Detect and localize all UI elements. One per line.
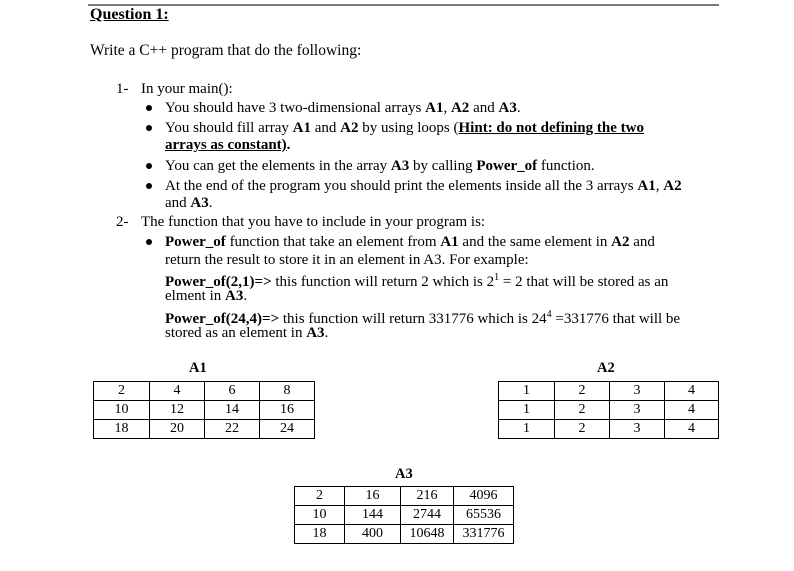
table-cell: 3 — [610, 382, 665, 401]
example1-line1: Power_of(2,1)=> this function will return 2 which is $2^1 = 2$ that will be stored as an — [165, 272, 669, 290]
table-cell: 3 — [610, 420, 665, 439]
table-cell: 24 — [260, 420, 315, 439]
section2-number: 2- — [116, 214, 129, 230]
bullet2-text-line1: You should fill array A1 and A2 by using loops (Hint: do not defining the two — [165, 120, 644, 136]
table-cell: 4 — [665, 420, 719, 439]
example2-line1: Power_of(24,4)=> this function will return 331776 which is $24^4 =331776$ that will be — [165, 309, 681, 327]
table-row — [499, 401, 719, 420]
bullet4-text-line2: and A3. — [165, 195, 213, 211]
table-cell: 2744 — [401, 506, 454, 525]
table-cell: 22 — [205, 420, 260, 439]
bullet-icon — [146, 125, 152, 131]
intro-text: Write a C++ program that do the following: — [90, 42, 362, 59]
top-rule — [88, 4, 719, 6]
table-cell: 14 — [205, 401, 260, 420]
table-a3-label: A3 — [395, 466, 413, 482]
table-cell: 12 — [150, 401, 205, 420]
table-row — [94, 401, 315, 420]
table-row — [94, 420, 315, 439]
table-cell: 4096 — [454, 487, 514, 506]
table-cell: 400 — [345, 525, 401, 544]
table-a1-label: A1 — [189, 360, 207, 376]
table-a2-label: A2 — [597, 360, 615, 376]
bullet-icon — [146, 163, 152, 169]
table-cell: 2 — [555, 382, 610, 401]
table-cell: 4 — [665, 382, 719, 401]
section1-number: 1- — [116, 81, 129, 97]
bullet-icon — [146, 105, 152, 111]
question-title: Question 1: — [90, 6, 169, 23]
table-cell: 1 — [499, 382, 555, 401]
table-cell: 65536 — [454, 506, 514, 525]
table-cell: 1 — [499, 420, 555, 439]
table-cell: 10648 — [401, 525, 454, 544]
table-cell: 3 — [610, 401, 665, 420]
table-a1 — [93, 381, 315, 439]
table-cell: 10 — [295, 506, 345, 525]
table-cell: 4 — [150, 382, 205, 401]
bullet1-text: You should have 3 two-dimensional arrays A1, A2 and A3. — [165, 100, 521, 116]
section1-text: In your main(): — [141, 81, 233, 97]
section2-bullet-line2: return the result to store it in an element in A3. For example: — [165, 252, 529, 268]
table-cell: 18 — [295, 525, 345, 544]
example2-line2: stored as an element in A3. — [165, 325, 329, 341]
table-cell: 1 — [499, 401, 555, 420]
table-cell: 2 — [94, 382, 150, 401]
table-cell: 4 — [665, 401, 719, 420]
bullet4-text-line1: At the end of the program you should print the elements inside all the 3 arrays A1, A2 — [165, 178, 682, 194]
table-a3 — [294, 486, 514, 544]
section2-bullet-line1: Power_of function that take an element from A1 and the same element in A2 and — [165, 234, 655, 250]
table-row — [295, 525, 514, 544]
table-cell: 10 — [94, 401, 150, 420]
table-a2 — [498, 381, 719, 439]
table-cell: 2 — [295, 487, 345, 506]
table-row — [94, 382, 315, 401]
table-row — [295, 487, 514, 506]
table-cell: 16 — [260, 401, 315, 420]
table-row — [499, 420, 719, 439]
bullet2-text-line2: arrays as constant). — [165, 137, 291, 153]
table-row — [499, 382, 719, 401]
bullet-icon — [146, 183, 152, 189]
table-cell: 216 — [401, 487, 454, 506]
table-cell: 16 — [345, 487, 401, 506]
table-cell: 2 — [555, 420, 610, 439]
table-cell: 20 — [150, 420, 205, 439]
table-row — [295, 506, 514, 525]
table-cell: 6 — [205, 382, 260, 401]
bullet3-text: You can get the elements in the array A3 by calling Power_of function. — [165, 158, 595, 174]
table-cell: 18 — [94, 420, 150, 439]
bullet-icon — [146, 239, 152, 245]
section2-text: The function that you have to include in your program is: — [141, 214, 486, 230]
table-cell: 144 — [345, 506, 401, 525]
table-cell: 2 — [555, 401, 610, 420]
table-cell: 8 — [260, 382, 315, 401]
table-cell: 331776 — [454, 525, 514, 544]
example1-line2: elment in A3. — [165, 288, 248, 304]
